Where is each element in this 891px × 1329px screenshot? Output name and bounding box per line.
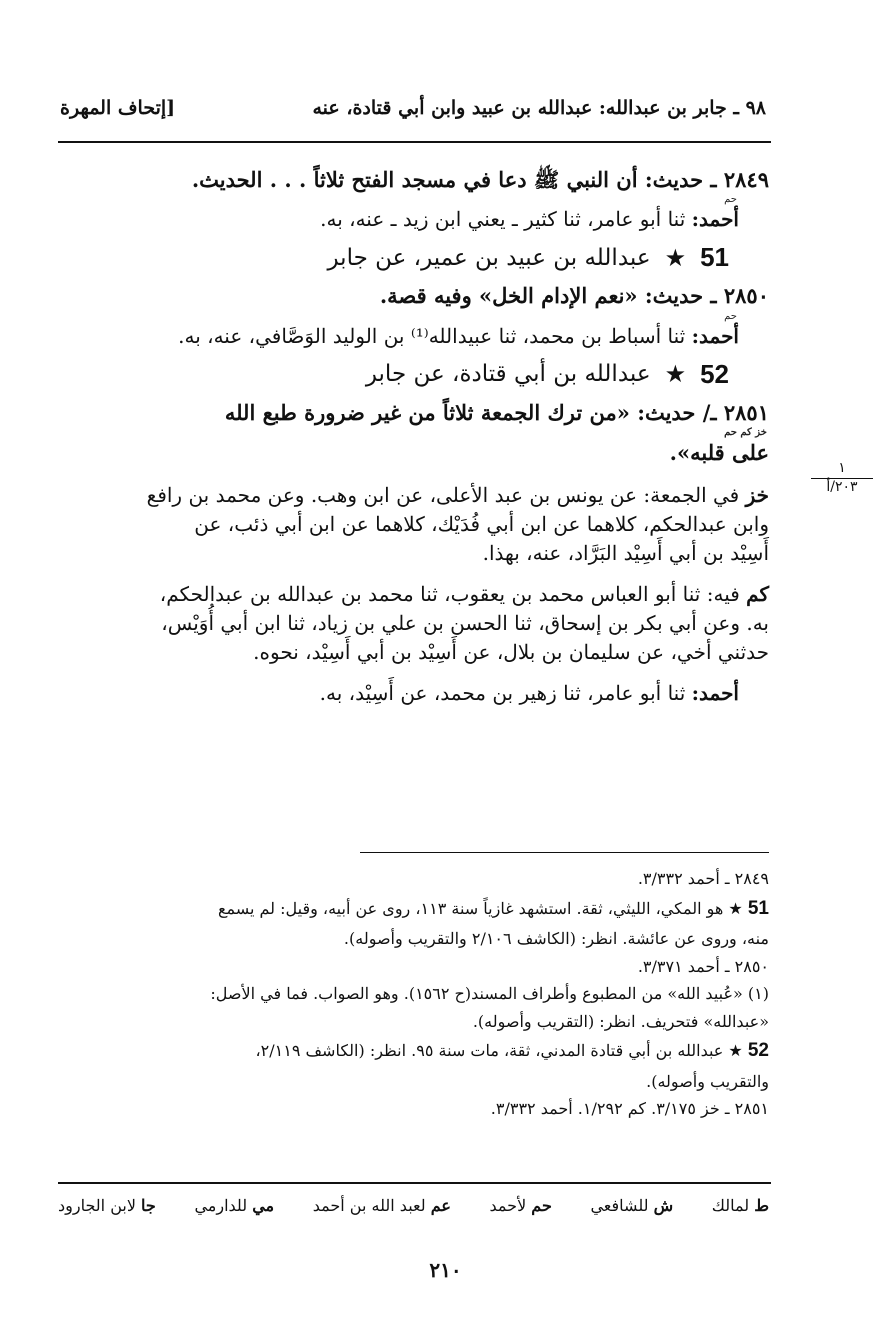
source-label: خز <box>745 482 769 507</box>
star-icon: ★ <box>664 243 687 272</box>
footnote: ٢٨٤٩ ـ أحمد ٣/٣٣٢. <box>637 869 769 888</box>
main-text <box>58 165 769 708</box>
narrator-heading-51 <box>58 242 769 273</box>
hadith-text: ـ حديث: أن النبي ﷺ دعا في مسجد الفتح ثلاثاً . . . الحديث. <box>191 167 717 192</box>
margin-folio-note <box>811 460 873 495</box>
source-label: أحمد: <box>691 207 739 232</box>
hadith-number: ٢٨٤٩ <box>723 167 769 192</box>
abbreviation <box>490 1196 552 1215</box>
footnote: (١) «عُبيد الله» من المطبوع وأطراف المسند(ح ١٥٦٢). وهو الصواب. فما في الأصل: <box>210 984 769 1004</box>
source-text: ثنا أبو عامر، ثنا كثير ـ يعني ابن زيد ـ عنه، به. <box>320 207 686 232</box>
folio-bottom: ٢٠٣/أ <box>826 479 858 495</box>
source-text: فيه: ثنا أبو العباس محمد بن يعقوب، ثنا محمد بن عبدالله بن عبدالحكم، <box>159 581 740 606</box>
narrator-heading-52 <box>58 359 769 390</box>
abbr-value: لابن الجارود <box>58 1196 136 1215</box>
source-text: ثنا أبو عامر، ثنا زهير بن محمد، عن أَسِيْد، به. <box>319 680 686 705</box>
page-number: ٢١٠ <box>429 1258 462 1282</box>
source-label: أحمد: <box>691 680 739 705</box>
source-2850 <box>58 312 769 351</box>
abbreviation <box>590 1196 673 1215</box>
footnote: ٢٨٥٠ ـ أحمد ٣/٣٧١. <box>637 956 769 976</box>
abbr-key: حم <box>531 1196 552 1215</box>
source-text: ثنا أسباط بن محمد، ثنا عبيدالله⁽¹⁾ بن الوليد الوَصَّافي، عنه، به. <box>178 323 686 348</box>
abbreviations-rule <box>58 1182 771 1184</box>
abbr-value: للشافعي <box>590 1196 649 1215</box>
km-line-2: به. وعن أبي بكر بن إسحاق، ثنا الحسن بن علي بن زياد، ثنا ابن أبي أُوَيْس، <box>161 610 769 635</box>
abbreviation <box>313 1196 451 1215</box>
abbreviation <box>194 1196 274 1215</box>
khz-line-3: أَسِيْد بن أبي أَسِيْد البَرَّاد، عنه، بهذا. <box>482 540 769 565</box>
footnotes <box>58 866 769 1124</box>
footnote-cont: منه، وروى عن عائشة. انظر: (الكاشف ٢/١٠٦ والتقريب وأصوله). <box>343 928 769 948</box>
hadith-2849 <box>58 165 769 195</box>
footnote-cont: والتقريب وأصوله). <box>646 1071 769 1091</box>
abbr-value: لمالك <box>711 1196 750 1215</box>
abbreviations-legend <box>58 1196 769 1215</box>
hadith-number: ٢٨٥١ <box>723 399 769 425</box>
narrator-name: عبدالله بن أبي قتادة، عن جابر <box>365 361 651 388</box>
abbr-value: لعبد الله بن أحمد <box>312 1196 426 1215</box>
hadith-text: ـ/ حديث: «من ترك الجمعة ثلاثاً من غير ضرورة طبع الله <box>224 399 717 425</box>
narrator-number: 52 <box>700 358 729 389</box>
km-line-3: حدثني أخي، عن سليمان بن بلال، عن أَسِيْد بن أبي أَسِيْد، نحوه. <box>253 639 769 664</box>
khz-paragraph <box>58 481 769 568</box>
abbr-value: للدارمي <box>194 1196 248 1215</box>
abbr-key: عم <box>430 1196 451 1215</box>
km-line-1 <box>58 580 769 609</box>
khz-line-2: وابن عبدالحكم، كلاهما عن ابن أبي فُدَيْك، كلاهما عن ابن أبي ذئب، عن <box>194 511 769 536</box>
footnote-text: ★ هو المكي، الليثي، ثقة. استشهد غازياً سنة ١١٣، روى عن أبيه، وقيل: لم يسمع <box>217 898 743 918</box>
running-header <box>60 88 766 128</box>
abbr-key: ط <box>754 1196 769 1215</box>
abbr-value: لأحمد <box>489 1196 527 1215</box>
source-label: كم <box>746 581 769 606</box>
source-label: أحمد: <box>691 323 739 348</box>
footnote <box>58 1036 769 1066</box>
abbreviation <box>58 1196 156 1215</box>
footnote-cont: «عبدالله» فتحريف. انظر: (التقريب وأصوله). <box>472 1011 769 1031</box>
abbr-key: جا <box>141 1196 156 1215</box>
header-chapter-title: ٩٨ ـ جابر بن عبدالله: عبدالله بن عبيد وابن أبي قتادة، عنه <box>312 97 766 119</box>
footnote-number: 51 <box>747 897 769 919</box>
hadith-number: ٢٨٥٠ <box>723 283 769 309</box>
hadith-text-cont: على قلبه». <box>669 440 769 466</box>
footnote-text: ★ عبدالله بن أبي قتادة المدني، ثقة، مات سنة ٩٥. انظر: (الكاشف ٢/١١٩، <box>255 1041 743 1061</box>
star-icon: ★ <box>664 360 687 389</box>
folio-top: ١ <box>811 460 873 479</box>
footnote: ٢٨٥١ ـ خز ٣/١٧٥. كم ١/٢٩٢. أحمد ٣/٣٣٢. <box>490 1099 769 1119</box>
header-rule <box>58 141 771 143</box>
hadith-2851 <box>58 398 769 469</box>
hadith-text: ـ حديث: «نعم الإدام الخل» وفيه قصة. <box>379 283 717 309</box>
km-paragraph <box>58 580 769 667</box>
hadith-2850 <box>58 281 769 311</box>
narrator-name: عبدالله بن عبيد بن عمير، عن جابر <box>327 244 651 271</box>
source-text: في الجمعة: عن يونس بن عبد الأعلى، عن ابن وهب. وعن محمد بن رافع <box>146 482 740 507</box>
narrator-number: 51 <box>700 242 729 273</box>
footnote-number: 52 <box>747 1040 769 1062</box>
abbreviation <box>712 1196 769 1215</box>
khz-line-1 <box>58 481 769 510</box>
footnote <box>58 894 769 924</box>
siglum: حم <box>724 310 737 322</box>
footnote-rule <box>360 852 769 853</box>
abbr-key: ش <box>653 1196 674 1215</box>
abbr-key: مي <box>252 1196 275 1215</box>
source-2849 <box>58 195 769 234</box>
header-book-title: [إتحاف المهرة <box>60 97 176 119</box>
siglum: خز كم حم <box>724 427 767 439</box>
siglum: حم <box>724 194 737 206</box>
ahmad-source <box>58 679 769 708</box>
